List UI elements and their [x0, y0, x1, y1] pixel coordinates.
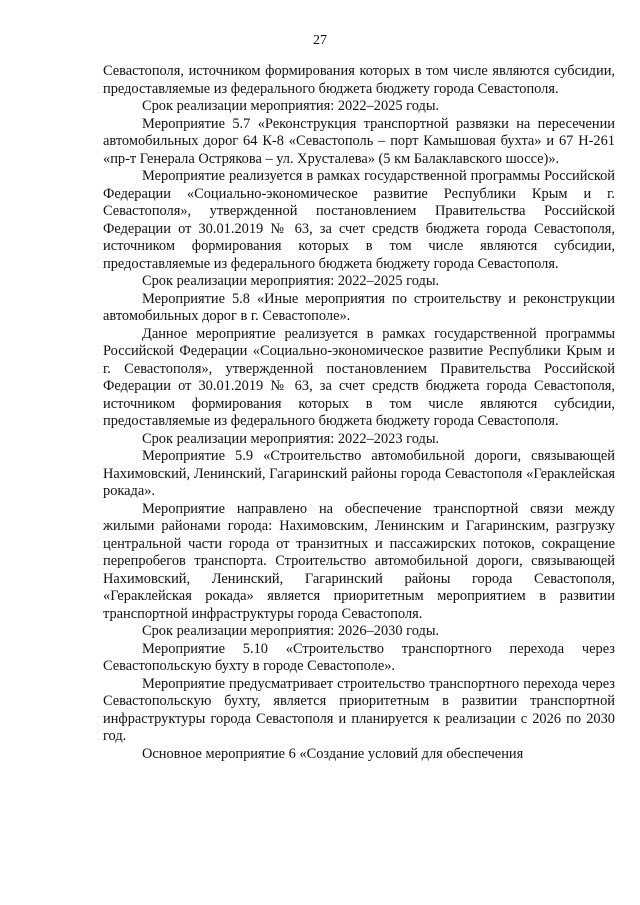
paragraph: Срок реализации мероприятия: 2022–2023 годы.	[142, 430, 440, 447]
paragraph: Срок реализации мероприятия: 2026–2030 годы.	[142, 623, 440, 639]
paragraph: Мероприятие реализуется в рамках государственной программы Российской Федерации «Социально-экономическое развитие Республики Крым и г. Севастополя», утвержденной постановлением Правительства Российской Федерации от 30.01.2019 № 63, за счет средств бюджета города Севастополя, источником формирования которых в том числе являются субсидии, предоставляемые из федерального бюджета бюджету города Севастополя.	[103, 168, 615, 272]
paragraph: Срок реализации мероприятия: 2022–2025 годы.	[142, 273, 440, 289]
page-number: 27	[313, 33, 327, 48]
paragraph: Срок реализации мероприятия: 2022–2025 годы.	[142, 98, 440, 114]
paragraph: Мероприятие предусматривает строительство транспортного перехода через Севастопольскую бухту, является приоритетным в развитии транспортной инфраструктуры города Севастополя и планируется к реализации с 2026 по 2030 год.	[103, 675, 615, 744]
paragraph: Мероприятие 5.8 «Иные мероприятия по строительству и реконструкции автомобильных дорог в г. Севастополе».	[103, 290, 615, 324]
paragraph: Мероприятие 5.10 «Строительство транспортного перехода через Севастопольскую бухту в городе Севастополе».	[103, 640, 615, 674]
paragraph: Мероприятие 5.7 «Реконструкция транспортной развязки на пересечении автомобильных дорог 64 К-8 «Севастополь – порт Камышовая бухта» и 67 Н-261 «пр-т Генерала Острякова – ул. Хрусталева» (5 км Балаклавского шоссе)».	[103, 115, 615, 167]
body-text	[103, 63, 615, 763]
paragraph: Мероприятие 5.9 «Строительство автомобильной дороги, связывающей Нахимовский, Ленинский, Гагаринский районы города Севастополя «Гераклейская рокада».	[103, 448, 615, 499]
paragraph: Основное мероприятие 6 «Создание условий для обеспечения	[142, 745, 524, 762]
paragraph: Данное мероприятие реализуется в рамках государственной программы Российской Федерации «Социально-экономическое развитие Республики Крым и г. Севастополя», утвержденной постановлением Правительства Российской Федерации от 30.01.2019 № 63, за счет средств бюджета города Севастополя, источником формирования которых в том числе являются субсидии, предоставляемые из федерального бюджета бюджету города Севастополя.	[103, 325, 615, 429]
paragraph: Севастополя, источником формирования которых в том числе являются субсидии, предоставляемые из федерального бюджета бюджету города Севастополя.	[103, 63, 615, 97]
paragraph: Мероприятие направлено на обеспечение транспортной связи между жилыми районами города: Нахимовским, Ленинским и Гагаринским, разгрузку центральной части города от транзитных и пассажирских потоков, сокращение перепробегов транспорта. Строительство автомобильной дороги, связывающей Нахимовский, Ленинский, Гагаринский районы города Севастополя, «Гераклейская рокада» является приоритетным мероприятием в развитии транспортной инфраструктуры города Севастополя.	[103, 500, 615, 622]
